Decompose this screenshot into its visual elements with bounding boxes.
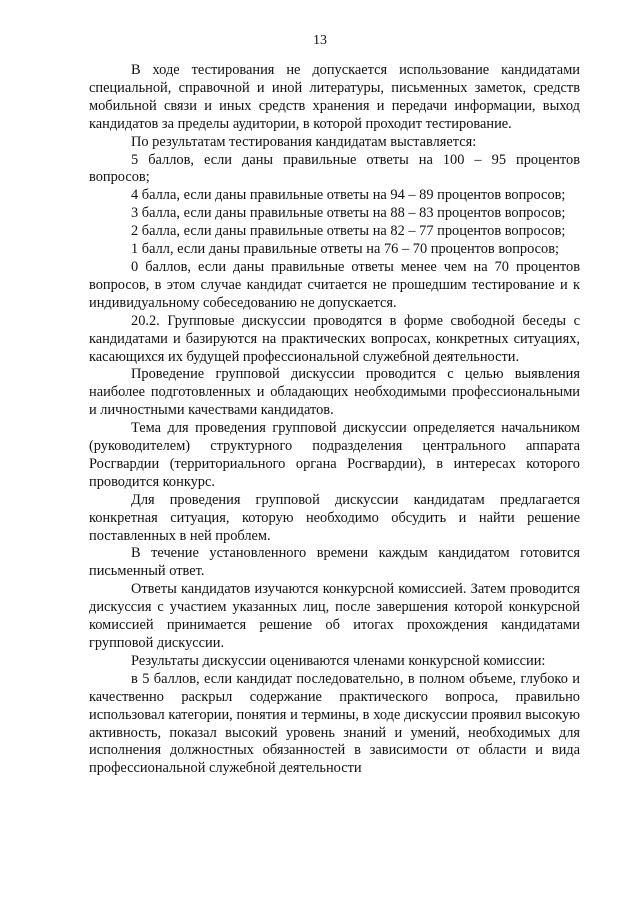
paragraph-group-discussion: 20.2. Групповые дискуссии проводятся в форме свободной беседы с кандидатами и базируются на практических вопросах, конкретных ситуациях, касающихся их будущей профессиональной служебной деятельности. [89,312,580,365]
paragraph-score-2: 2 балла, если даны правильные ответы на 82 – 77 процентов вопросов; [131,223,566,240]
paragraph-commission-review: Ответы кандидатов изучаются конкурсной комиссией. Затем проводится дискуссия с участием указанных лиц, после завершения которой конкурсной комиссией принимается решение об итогах прохождения кандидатами групповой дискуссии. [89,581,580,651]
paragraph-results-evaluation: Результаты дискуссии оцениваются членами конкурсной комиссии: [131,652,546,669]
paragraph-score-1: 1 балл, если даны правильные ответы на 76 – 70 процентов вопросов; [131,241,560,258]
paragraph-discussion-situation: Для проведения групповой дискуссии кандидатам предлагается конкретная ситуация, которую необходимо обсудить и найти решение поставленных в ней проблем. [89,491,580,544]
paragraph-score-4: 4 балла, если даны правильные ответы на 94 – 89 процентов вопросов; [131,187,566,204]
paragraph-score-3: 3 балла, если даны правильные ответы на 88 – 83 процентов вопросов; [131,205,566,222]
paragraph-discussion-score-5: в 5 баллов, если кандидат последовательно, в полном объеме, глубоко и качественно раскрыл содержание практического вопроса, правильно использовал категории, понятия и термины, в ходе дискуссии проявил высокую активность, показал высокий уровень знаний и умений, необходимых для исполнения должностных обязанностей в зависимости от области и вида профессиональной служебной деятельности [89,670,580,777]
document-body [89,62,580,778]
paragraph-discussion-topic: Тема для проведения групповой дискуссии определяется начальником (руководителем) структурного подразделения центрального аппарата Росгвардии (территориального органа Росгвардии), в интересах которого проводится конкурс. [89,420,580,490]
paragraph-discussion-purpose: Проведение групповой дискуссии проводится с целью выявления наиболее подготовленных и обладающих необходимыми профессиональными и личностными качествами кандидатов. [89,366,580,419]
paragraph-written-answer: В течение установленного времени каждым кандидатом готовится письменный ответ. [89,545,580,580]
paragraph-score-5: 5 баллов, если даны правильные ответы на 100 – 95 процентов вопросов; [89,151,580,186]
page-number: 13 [313,33,327,48]
paragraph-score-0: 0 баллов, если даны правильные ответы менее чем на 70 процентов вопросов, в этом случае кандидат считается не прошедшим тестирование и к индивидуальному собеседованию не допускается. [89,258,580,311]
paragraph-testing-rules: В ходе тестирования не допускается использование кандидатами специальной, справочной и иной литературы, письменных заметок, средств мобильной связи и иных средств хранения и передачи информации, выход кандидатов за пределы аудитории, в которой проходит тестирование. [89,62,580,132]
paragraph-testing-results-intro: По результатам тестирования кандидатам выставляется: [131,133,477,150]
